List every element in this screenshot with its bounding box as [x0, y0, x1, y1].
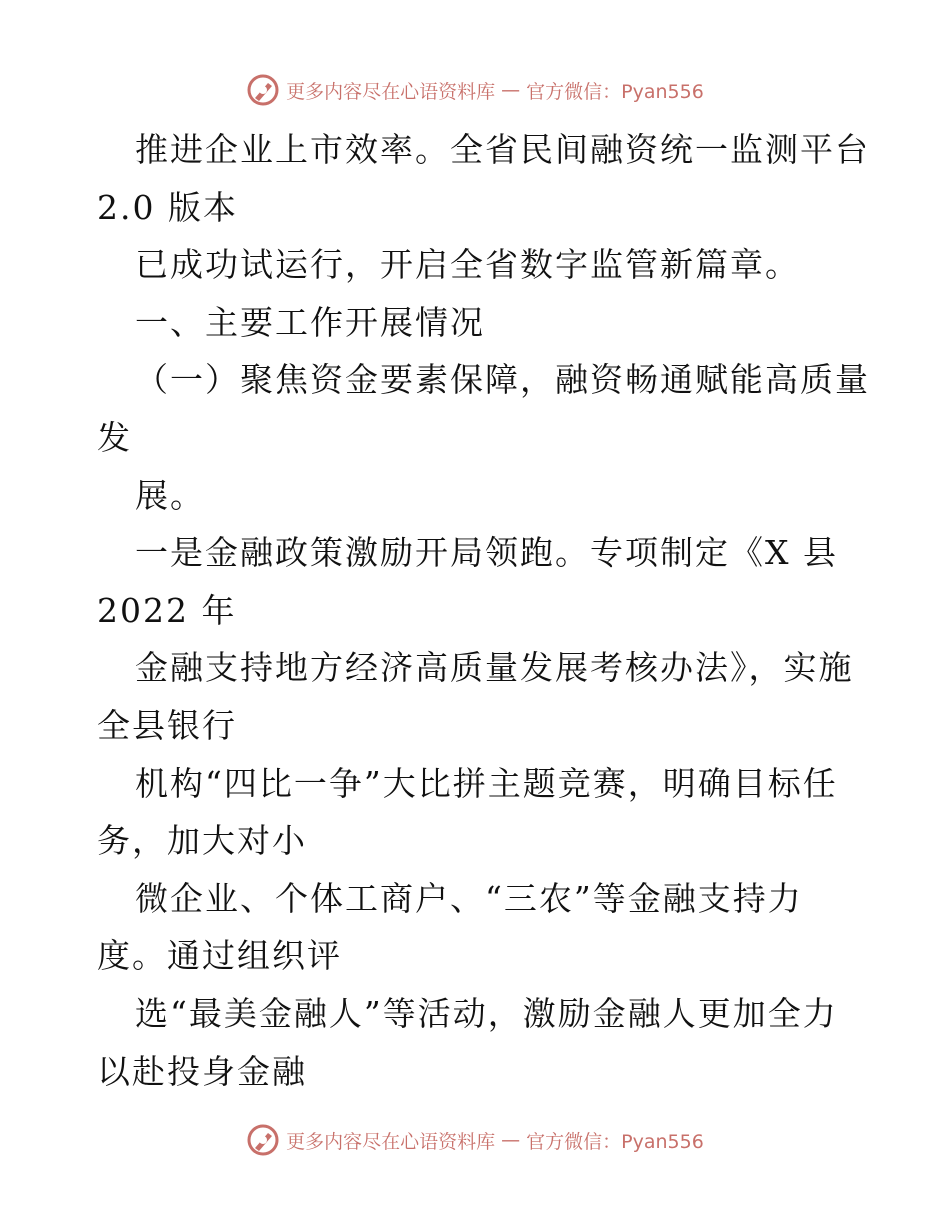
watermark-text: 更多内容尽在心语资料库 [286, 1130, 496, 1153]
body-line: 发 [97, 417, 132, 457]
pen-circle-icon [246, 1123, 280, 1157]
watermark-separator: — [501, 1129, 521, 1151]
section-heading: 一、主要工作开展情况 [135, 302, 485, 342]
document-body [97, 121, 870, 1100]
watermark-separator: — [501, 79, 521, 101]
body-line: 务，加大对小 [97, 821, 307, 861]
body-line: 以赴投身金融 [97, 1051, 307, 1091]
watermark-text: 更多内容尽在心语资料库 [286, 80, 496, 103]
body-line: 2022 年 [97, 590, 237, 630]
body-line: 一是金融政策激励开局领跑。专项制定《X 县 [135, 533, 838, 573]
watermark-contact: 官方微信：Pyan556 [526, 1130, 704, 1153]
header-watermark [0, 70, 950, 110]
body-line: 微企业、个体工商户、“三农”等金融支持力 [135, 878, 803, 918]
subsection-heading: （一）聚焦资金要素保障，融资畅通赋能高质量 [135, 360, 870, 400]
body-line: 选“最美金融人”等活动，激励金融人更加全力 [135, 993, 838, 1033]
body-line: 推进企业上市效率。全省民间融资统一监测平台 [135, 130, 870, 169]
watermark-contact: 官方微信：Pyan556 [526, 80, 704, 103]
body-line: 度。通过组织评 [97, 936, 342, 976]
body-line: 展。 [135, 475, 205, 515]
footer-watermark [0, 1120, 950, 1160]
body-line: 已成功试运行，开启全省数字监管新篇章。 [135, 245, 800, 285]
body-line: 2.0 版本 [97, 187, 238, 227]
body-line: 金融支持地方经济高质量发展考核办法》，实施 [135, 648, 854, 688]
pen-circle-icon [246, 73, 280, 107]
body-line: 全县银行 [97, 705, 237, 745]
body-line: 机构“四比一争”大比拼主题竞赛，明确目标任 [135, 763, 838, 803]
